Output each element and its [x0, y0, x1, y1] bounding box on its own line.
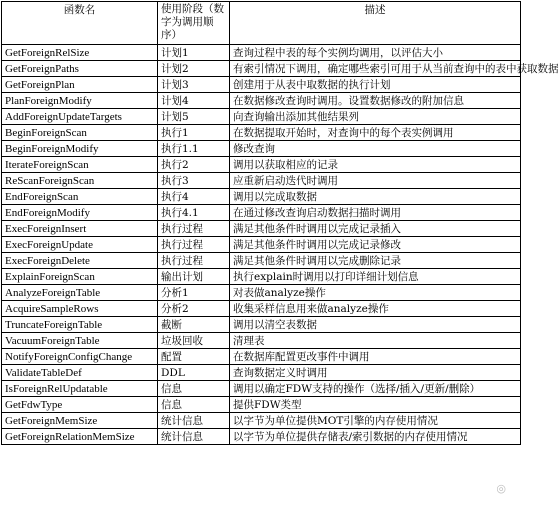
cell-stage: 执行4 — [158, 189, 230, 205]
cell-function-name: AnalyzeForeignTable — [2, 285, 158, 301]
cell-description: 有索引情况下调用，确定哪些索引可用于从当前查询中的表中获取数据 — [230, 61, 521, 77]
table-row — [2, 221, 521, 237]
cell-function-name: BeginForeignScan — [2, 125, 158, 141]
cell-description: 在数据提取开始时，对查询中的每个表实例调用 — [230, 125, 521, 141]
cell-description: 满足其他条件时调用以完成删除记录 — [230, 253, 521, 269]
cell-function-name: PlanForeignModify — [2, 93, 158, 109]
cell-description: 提供FDW类型 — [230, 397, 521, 413]
table-row — [2, 173, 521, 189]
cell-function-name: AcquireSampleRows — [2, 301, 158, 317]
table-row — [2, 365, 521, 381]
cell-description: 应重新启动迭代时调用 — [230, 173, 521, 189]
cell-function-name: NotifyForeignConfigChange — [2, 349, 158, 365]
header-function-name: 函数名 — [2, 2, 158, 45]
table-row — [2, 77, 521, 93]
cell-stage: 统计信息 — [158, 413, 230, 429]
cell-stage: 计划4 — [158, 93, 230, 109]
fdw-function-table — [1, 1, 559, 445]
table-row — [2, 109, 521, 125]
table-row — [2, 349, 521, 365]
cell-description: 清理表 — [230, 333, 521, 349]
cell-stage: 执行过程 — [158, 221, 230, 237]
cell-description: 对表做analyze操作 — [230, 285, 521, 301]
table-row — [2, 189, 521, 205]
cell-description: 以字节为单位提供MOT引擎的内存使用情况 — [230, 413, 521, 429]
cell-description: 在数据库配置更改事件中调用 — [230, 349, 521, 365]
cell-description: 调用以清空表数据 — [230, 317, 521, 333]
table-row — [2, 333, 521, 349]
cell-stage: 计划5 — [158, 109, 230, 125]
cell-description: 向查询输出添加其他结果列 — [230, 109, 521, 125]
cell-description: 查询过程中表的每个实例均调用，以评估大小 — [230, 45, 521, 61]
cell-function-name: EndForeignScan — [2, 189, 158, 205]
cell-description: 调用以完成取数据 — [230, 189, 521, 205]
cell-stage: 计划2 — [158, 61, 230, 77]
table-row — [2, 237, 521, 253]
cell-stage: 输出计划 — [158, 269, 230, 285]
header-stage: 使用阶段（数字为调用顺序） — [158, 2, 230, 45]
table-row — [2, 45, 521, 61]
cell-description: 满足其他条件时调用以完成记录修改 — [230, 237, 521, 253]
cell-function-name: BeginForeignModify — [2, 141, 158, 157]
cell-description: 满足其他条件时调用以完成记录插入 — [230, 221, 521, 237]
table-row — [2, 429, 521, 445]
cell-stage: 分析2 — [158, 301, 230, 317]
cell-stage: 执行过程 — [158, 253, 230, 269]
cell-description: 调用以获取相应的记录 — [230, 157, 521, 173]
watermark-logo: ◎ — [496, 482, 506, 495]
cell-function-name: GetForeignMemSize — [2, 413, 158, 429]
header-description: 描述 — [230, 2, 521, 45]
cell-stage: 截断 — [158, 317, 230, 333]
cell-stage: 分析1 — [158, 285, 230, 301]
cell-function-name: GetForeignPlan — [2, 77, 158, 93]
table-row — [2, 253, 521, 269]
cell-function-name: EndForeignModify — [2, 205, 158, 221]
cell-stage: 统计信息 — [158, 429, 230, 445]
table-row — [2, 269, 521, 285]
cell-description: 以字节为单位提供存储表/索引数据的内存使用情况 — [230, 429, 521, 445]
cell-function-name: IsForeignRelUpdatable — [2, 381, 158, 397]
cell-stage: 信息 — [158, 381, 230, 397]
cell-stage: 垃圾回收 — [158, 333, 230, 349]
table-row — [2, 285, 521, 301]
cell-function-name: ReScanForeignScan — [2, 173, 158, 189]
cell-stage: 计划1 — [158, 45, 230, 61]
cell-stage: 计划3 — [158, 77, 230, 93]
cell-description: 收集采样信息用来做analyze操作 — [230, 301, 521, 317]
cell-function-name: GetFdwType — [2, 397, 158, 413]
cell-stage: 执行过程 — [158, 237, 230, 253]
cell-function-name: TruncateForeignTable — [2, 317, 158, 333]
cell-description: 创建用于从表中取数据的执行计划 — [230, 77, 521, 93]
cell-function-name: ExplainForeignScan — [2, 269, 158, 285]
cell-stage: 信息 — [158, 397, 230, 413]
cell-function-name: ExecForeignUpdate — [2, 237, 158, 253]
cell-description: 在数据修改查询时调用。设置数据修改的附加信息 — [230, 93, 521, 109]
table-row — [2, 301, 521, 317]
cell-stage: 执行4.1 — [158, 205, 230, 221]
table-row — [2, 413, 521, 429]
cell-description: 执行explain时调用以打印详细计划信息 — [230, 269, 521, 285]
table-header-row — [2, 2, 521, 45]
cell-function-name: GetForeignRelSize — [2, 45, 158, 61]
cell-description: 在通过修改查询启动数据扫描时调用 — [230, 205, 521, 221]
table-row — [2, 205, 521, 221]
cell-function-name: IterateForeignScan — [2, 157, 158, 173]
table-row — [2, 61, 521, 77]
cell-stage: 执行1 — [158, 125, 230, 141]
cell-stage: 执行2 — [158, 157, 230, 173]
cell-description: 查询数据定义时调用 — [230, 365, 521, 381]
cell-stage: 执行3 — [158, 173, 230, 189]
cell-function-name: ExecForeignInsert — [2, 221, 158, 237]
table-row — [2, 141, 521, 157]
table-row — [2, 157, 521, 173]
cell-description: 修改查询 — [230, 141, 521, 157]
cell-function-name: ValidateTableDef — [2, 365, 158, 381]
table-row — [2, 397, 521, 413]
cell-stage: DDL — [158, 365, 230, 381]
cell-function-name: VacuumForeignTable — [2, 333, 158, 349]
cell-function-name: GetForeignRelationMemSize — [2, 429, 158, 445]
table-row — [2, 317, 521, 333]
cell-function-name: AddForeignUpdateTargets — [2, 109, 158, 125]
table-row — [2, 381, 521, 397]
cell-function-name: ExecForeignDelete — [2, 253, 158, 269]
cell-function-name: GetForeignPaths — [2, 61, 158, 77]
cell-stage: 执行1.1 — [158, 141, 230, 157]
cell-stage: 配置 — [158, 349, 230, 365]
table-row — [2, 93, 521, 109]
cell-description: 调用以确定FDW支持的操作（选择/插入/更新/删除） — [230, 381, 521, 397]
table-row — [2, 125, 521, 141]
